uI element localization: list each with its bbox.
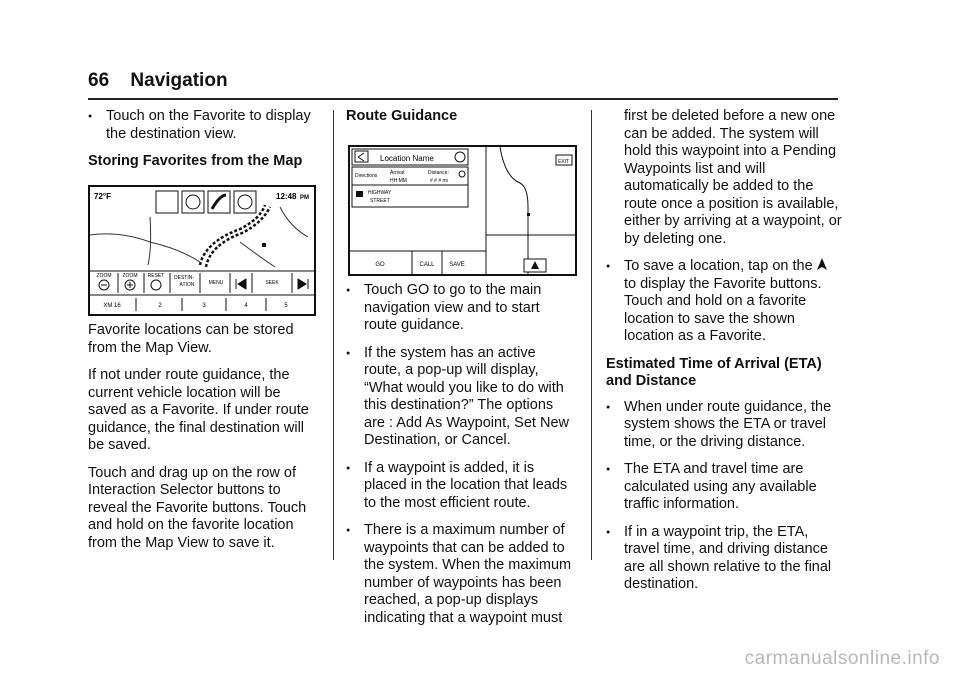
bullet-marker: ● (346, 464, 351, 472)
preset-3: 3 (202, 303, 206, 309)
seek-label: SEEK (265, 280, 279, 286)
column-1 (88, 108, 318, 179)
distance-value: # # # mi (430, 178, 448, 184)
bullet-marker: ● (346, 287, 351, 294)
menu-label: MENU (208, 280, 224, 286)
street-line-1: HIGHWAY (368, 190, 392, 196)
page-header (88, 70, 228, 92)
bullet-text: If the system has an active route, a pop-up will display, “What would you like to do with this destination?” The options are : Add As Waypoint, Set New Destination, or Cancel. (364, 344, 569, 448)
exit-button-label: EXIT (558, 159, 570, 165)
navigation-arrow-icon (817, 258, 827, 270)
list-item (346, 460, 576, 513)
column-divider (333, 110, 334, 560)
column-divider (591, 110, 592, 560)
arrival-label: Arrival: (390, 170, 406, 176)
preset-1: XM 16 (103, 303, 121, 309)
watermark: carmanualsonline.info (744, 648, 940, 669)
bullet-marker: ● (88, 113, 93, 120)
top-icon-row (156, 191, 256, 213)
list-item (606, 524, 842, 594)
bullet-text: Touch on the Favorite to display the destination view. (106, 108, 311, 142)
bullet-text-a: To save a location, tap on the (624, 258, 813, 274)
directions-label: Directions (355, 173, 378, 179)
list-item (346, 345, 576, 450)
destination-label-b: ATION (179, 282, 195, 288)
street-line-2: STREET (370, 198, 390, 204)
section-heading: Route Guidance (346, 108, 458, 124)
column-2-body (346, 282, 576, 637)
preset-5: 5 (284, 303, 288, 309)
call-button-label: CALL (419, 262, 435, 268)
bullet-marker: ● (346, 349, 351, 357)
bullet-marker: ● (606, 466, 611, 473)
location-name-label: Location Name (380, 154, 434, 163)
list-item (606, 258, 842, 346)
destination-label-a: DESTIN- (174, 275, 194, 281)
column-3 (606, 108, 842, 604)
bullet-marker: ● (606, 403, 611, 411)
clock-suffix: PM (300, 195, 309, 201)
column-1-body (88, 322, 318, 562)
bullet-text: The ETA and travel time are calculated using any available traffic information. (624, 461, 817, 512)
distance-label: Distance: (428, 170, 449, 176)
header-rule (88, 98, 838, 100)
list-item (346, 522, 576, 627)
bullet-text: If in a waypoint trip, the ETA, travel time, and driving distance are all shown relative to the final destination. (624, 523, 832, 592)
list-item (606, 461, 842, 514)
reset-label: RESET (147, 273, 165, 279)
preset-2: 2 (158, 303, 162, 309)
bullet-marker: ● (606, 263, 611, 270)
bullet-text: When under route guidance, the system shows the ETA or travel time, or the driving distance. (624, 398, 832, 450)
list-item (346, 282, 576, 335)
zoom-out-label: ZOOM (96, 273, 112, 279)
go-button-label: GO (375, 262, 385, 268)
zoom-in-label: ZOOM (122, 273, 138, 279)
list-item (606, 399, 842, 452)
bullet-text: There is a maximum number of waypoints that can be added to the system. When the maximum number of waypoints has been reached, a pop-up displays indicating that a waypoint must (364, 522, 572, 626)
preset-4: 4 (244, 303, 248, 309)
section-heading: Estimated Time of Arrival (ETA) and Distance (606, 355, 822, 389)
paragraph: Touch and drag up on the row of Interaction Selector buttons to reveal the Favorite buttons. Touch and hold on the favorite location from the Map View to save it. (88, 464, 307, 551)
route-guidance-figure (348, 145, 577, 276)
bullet-marker: ● (606, 528, 611, 536)
map-view-figure (88, 185, 316, 316)
continued-text: first be deleted before a new one can be added. The system will hold this waypoint into a Pending Waypoints list and will automatically be added to the route once a position is available, either by arriving at a waypoint, or by deleting one. (624, 108, 842, 247)
save-button-label: SAVE (449, 262, 465, 268)
page-title: Navigation (130, 70, 228, 91)
paragraph: Favorite locations can be stored from the Map View. (88, 322, 294, 356)
temperature-readout: 72°F (94, 192, 111, 201)
bullet-text: Touch GO to go to the main navigation view and to start route guidance. (364, 282, 542, 333)
section-heading: Storing Favorites from the Map (88, 153, 303, 169)
bullet-text: If a waypoint is added, it is placed in the location that leads to the most efficient route. (364, 459, 568, 511)
arrival-value: HH:MM (390, 178, 407, 184)
page-number: 66 (88, 70, 110, 91)
list-item (88, 108, 318, 143)
clock-readout: 12:48 (276, 192, 297, 201)
paragraph: If not under route guidance, the current vehicle location will be saved as a Favorite. If under route guidance, the final destination will be saved. (88, 367, 309, 453)
column-2 (346, 108, 576, 134)
bullet-marker: ● (346, 527, 351, 534)
bullet-text-b: to display the Favorite buttons. Touch and hold on a favorite location to save the shown location as a Favorite. (624, 275, 822, 344)
